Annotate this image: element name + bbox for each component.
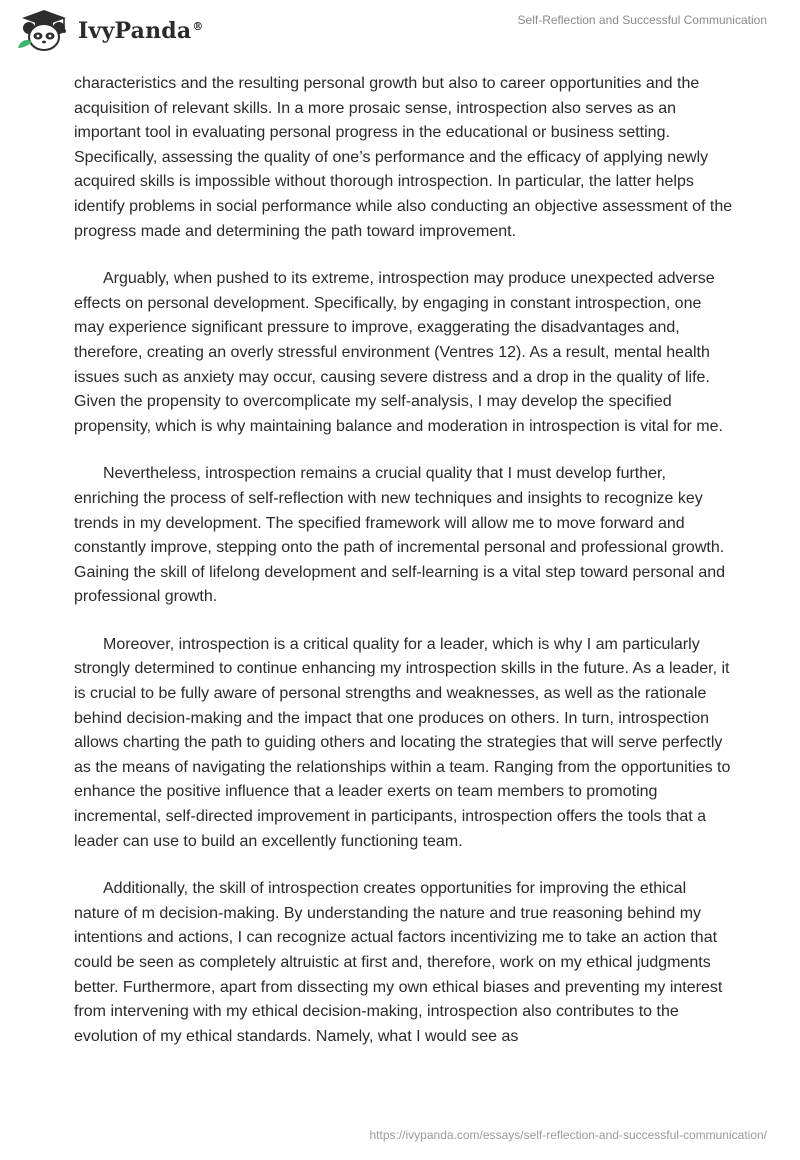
panda-graduate-icon <box>14 8 74 54</box>
essay-paragraph: Moreover, introspection is a critical quality for a leader, which is why I am particularly strongly determined to continue enhancing my introspection skills in the future. As a leader, it is crucial to be fully aware of personal strengths and weaknesses, as well as the rationale behind decision-making and the impact that one produces on others. In turn, introspection allows charting the path to guiding others and locating the strategies that will serve perfectly as the means of navigating the relationships within a team. Ranging from the opportunities to enhance the positive influence that a leader exerts on team members to promoting incremental, self-directed improvement in participants, introspection offers the tools that a leader can use to build an excellently functioning team. <box>74 635 731 850</box>
brand-name: IvyPanda® <box>78 18 204 44</box>
essay-paragraph: characteristics and the resulting personal growth but also to career opportunities and the acquisition of relevant skills. In a more prosaic sense, introspection also serves as an important tool in evaluating personal progress in the educational or business setting. Specifically, assessing the quality of one’s performance and the efficacy of applying newly acquired skills is impossible without thorough introspection. In particular, the latter helps identify problems in social performance while also conducting an objective assessment of the progress made and determining the path toward improvement. <box>74 75 733 240</box>
document-title: Self-Reflection and Successful Communication <box>517 13 767 27</box>
essay-body <box>74 72 734 1072</box>
ivypanda-logo[interactable] <box>14 8 204 54</box>
page-header <box>0 0 800 64</box>
essay-paragraph: Nevertheless, introspection remains a crucial quality that I must develop further, enriching the process of self-reflection with new techniques and insights to recognize key trends in my development. The specified framework will allow me to move forward and constantly improve, stepping onto the path of incremental personal and professional growth. Gaining the skill of lifelong development and self-learning is a vital step toward personal and professional growth. <box>74 465 726 606</box>
essay-paragraph: Arguably, when pushed to its extreme, introspection may produce unexpected adverse effects on personal development. Specifically, by engaging in constant introspection, one may experience significant pressure to improve, exaggerating the disadvantages and, therefore, creating an overly stressful environment (Ventres 12). As a result, mental health issues such as anxiety may occur, causing severe distress and a drop in the quality of life. Given the propensity to overcomplicate my self-analysis, I may develop the specified propensity, which is why maintaining balance and moderation in introspection is vital for me. <box>74 270 723 435</box>
source-url[interactable]: https://ivypanda.com/essays/self-reflection-and-successful-communication/ <box>369 1128 767 1142</box>
essay-paragraph: Additionally, the skill of introspection creates opportunities for improving the ethical nature of m decision-making. By understanding the nature and true reasoning behind my intentions and actions, I can recognize actual factors incentivizing me to take an action that could be seen as completely altruistic at first and, therefore, work on my ethical judgments better. Furthermore, apart from dissecting my own ethical biases and preventing my interest from intervening with my ethical decision-making, introspection also contributes to the evolution of my ethical standards. Namely, what I would see as <box>74 880 723 1045</box>
